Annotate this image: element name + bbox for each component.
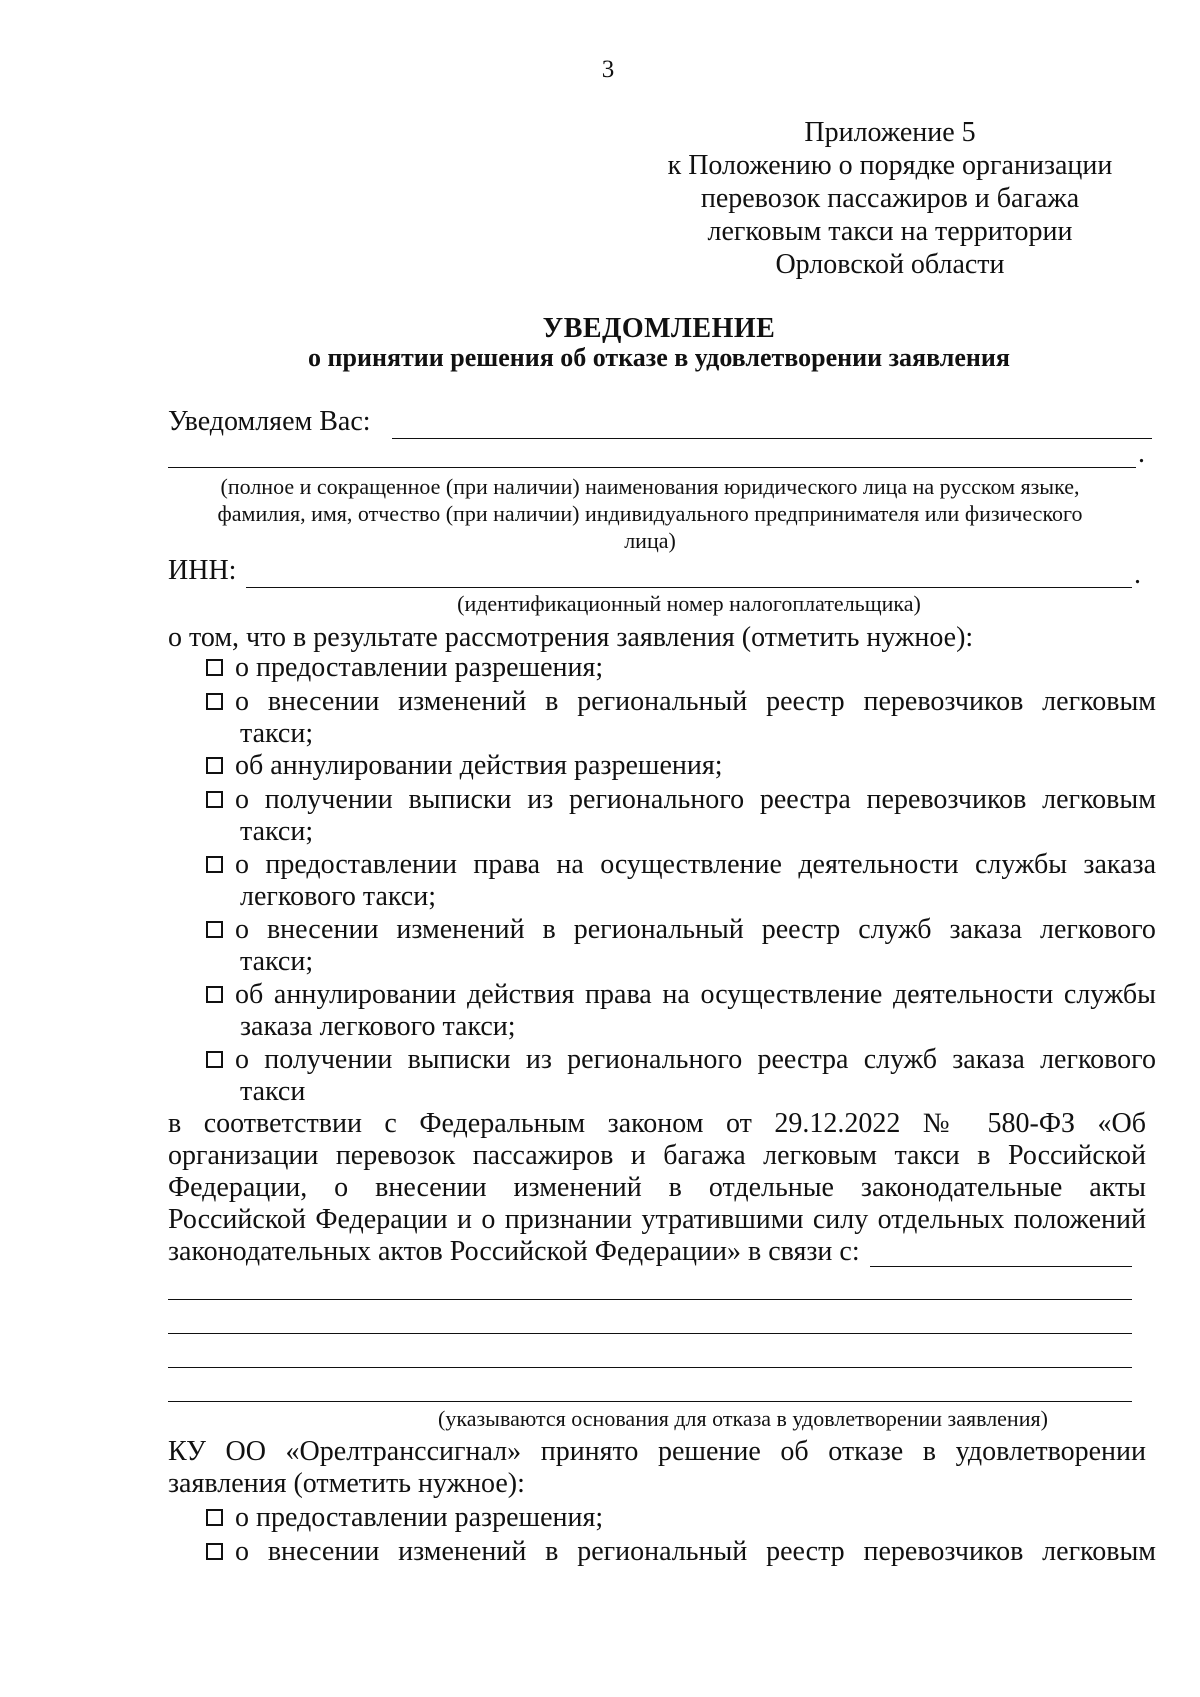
checklist-word: в bbox=[542, 914, 556, 945]
checklist-word: из bbox=[527, 784, 554, 815]
checklist-word: легковым bbox=[1042, 1536, 1156, 1567]
reason-line[interactable] bbox=[168, 1299, 1132, 1300]
checklist-word: реестра bbox=[759, 784, 851, 815]
checklist-word: легкового bbox=[1040, 1044, 1156, 1075]
checklist-item bbox=[206, 686, 1156, 750]
checklist-word: аннулировании bbox=[273, 979, 457, 1010]
annex-line: Орловской области bbox=[775, 249, 1005, 280]
checklist-word: о bbox=[235, 784, 249, 815]
checklist-word: деятельности bbox=[798, 849, 959, 880]
annex-line: перевозок пассажиров и багажа bbox=[700, 183, 1080, 214]
checklist-label: о предоставлении разрешения; bbox=[235, 1502, 604, 1533]
checklist-word: регионального bbox=[569, 784, 745, 815]
checklist-word: служб bbox=[863, 1044, 937, 1075]
checklist-word: осуществление bbox=[700, 979, 883, 1010]
checkbox[interactable] bbox=[206, 757, 223, 774]
checklist-label: о предоставлении разрешения; bbox=[235, 652, 604, 683]
checklist-label-cont: заказа легкового такси; bbox=[240, 1011, 516, 1042]
checkbox[interactable] bbox=[206, 791, 223, 808]
checklist-word: заказа bbox=[949, 914, 1023, 945]
checklist-word: о bbox=[235, 686, 249, 717]
checklist-word: на bbox=[662, 979, 690, 1010]
page-number: 3 bbox=[601, 56, 615, 83]
intro-text: о том, что в результате рассмотрения заявления (отметить нужное): bbox=[168, 622, 974, 653]
checklist-word: реестр bbox=[761, 914, 841, 945]
name-hint bbox=[140, 473, 1160, 554]
checklist-word: реестра bbox=[757, 1044, 849, 1075]
annex-line: к Положению о порядке организации bbox=[667, 150, 1113, 181]
checklist-word: заказа bbox=[952, 1044, 1025, 1075]
checklist-word: изменений bbox=[396, 914, 525, 945]
inn-line[interactable] bbox=[246, 587, 1132, 588]
checklist-label-cont: такси; bbox=[240, 946, 314, 977]
checklist-word: предоставлении bbox=[265, 849, 457, 880]
checklist-word: на bbox=[556, 849, 584, 880]
checklist-word: перевозчиков bbox=[863, 1536, 1024, 1567]
checklist-word: о bbox=[235, 849, 249, 880]
checklist-item bbox=[206, 1502, 1156, 1534]
checklist-word: легкового bbox=[1040, 914, 1156, 945]
checklist-word: изменений bbox=[398, 686, 527, 717]
checklist-item bbox=[206, 914, 1156, 978]
checklist-word: легковым bbox=[1042, 686, 1156, 717]
checklist-word: легковым bbox=[1042, 784, 1156, 815]
checklist-word: в bbox=[545, 1536, 559, 1567]
checklist-word: службы bbox=[1063, 979, 1156, 1010]
checklist-word: внесении bbox=[267, 686, 380, 717]
decision-paragraph-line: заявления (отметить нужное): bbox=[168, 1468, 525, 1499]
line-end-dot: . bbox=[1134, 559, 1141, 590]
checklist-word: перевозчиков bbox=[866, 784, 1027, 815]
checklist-word: о bbox=[235, 1536, 249, 1567]
checkbox[interactable] bbox=[206, 693, 223, 710]
checklist-word: получении bbox=[264, 784, 393, 815]
checklist-label-cont: такси bbox=[240, 1076, 306, 1107]
checklist-item bbox=[206, 652, 1156, 684]
checklist-word: выписки bbox=[407, 1044, 511, 1075]
checklist-word: в bbox=[545, 686, 559, 717]
checkbox[interactable] bbox=[206, 921, 223, 938]
checklist-word: реестр bbox=[766, 1536, 845, 1567]
checklist-item bbox=[206, 1044, 1156, 1108]
checklist-word: реестр bbox=[766, 686, 845, 717]
checkbox[interactable] bbox=[206, 1051, 223, 1068]
checklist-word: получении bbox=[264, 1044, 393, 1075]
checklist-label-cont: такси; bbox=[240, 816, 314, 847]
checklist-item bbox=[206, 784, 1156, 848]
checklist-word: осуществление bbox=[600, 849, 782, 880]
checklist-word: действия bbox=[466, 979, 575, 1010]
checklist-word: изменений bbox=[398, 1536, 527, 1567]
checkbox[interactable] bbox=[206, 1509, 223, 1526]
checkbox[interactable] bbox=[206, 856, 223, 873]
checklist-label: об аннулировании действия разрешения; bbox=[235, 750, 723, 781]
law-paragraph-line: Российской Федерации и о признании утратившими силу отдельных положений bbox=[168, 1204, 1146, 1235]
document-subtitle: о принятии решения об отказе в удовлетворении заявления bbox=[308, 343, 1010, 372]
checklist-word: права bbox=[585, 979, 652, 1010]
checklist-word: внесении bbox=[267, 1536, 380, 1567]
checklist-word: права bbox=[473, 849, 541, 880]
law-paragraph-line: в соответствии с Федеральным законом от 29.12.2022 № 580-ФЗ «Об bbox=[168, 1108, 1146, 1139]
checklist-word: регионального bbox=[567, 1044, 743, 1075]
hint-line: (полное и сокращенное (при наличии) наименования юридического лица на русском языке, bbox=[220, 474, 1080, 499]
checklist-word: об bbox=[235, 979, 264, 1010]
checklist-word: деятельности bbox=[892, 979, 1054, 1010]
annex-reference bbox=[630, 116, 1150, 281]
recipient-line-2[interactable] bbox=[168, 467, 1136, 468]
checkbox[interactable] bbox=[206, 1543, 223, 1560]
checklist-word: о bbox=[235, 1044, 249, 1075]
hint-line: лица) bbox=[624, 528, 676, 553]
checklist-word: региональный bbox=[573, 914, 744, 945]
checklist-word: службы bbox=[974, 849, 1068, 880]
checklist-word: служб bbox=[858, 914, 932, 945]
law-paragraph-line: организации перевозок пассажиров и багажа легковым такси в Российской bbox=[168, 1140, 1146, 1171]
reason-line[interactable] bbox=[168, 1401, 1132, 1402]
notify-label: Уведомляем Вас: bbox=[168, 406, 371, 437]
checklist-word: о bbox=[235, 914, 249, 945]
checklist-word: из bbox=[525, 1044, 552, 1075]
document-title: УВЕДОМЛЕНИЕ bbox=[542, 313, 776, 344]
checkbox[interactable] bbox=[206, 986, 223, 1003]
checklist-label-cont: такси; bbox=[240, 718, 314, 749]
checklist-word: перевозчиков bbox=[863, 686, 1024, 717]
checklist-word: региональный bbox=[577, 1536, 748, 1567]
checklist-word: региональный bbox=[577, 686, 748, 717]
checklist-item bbox=[206, 979, 1156, 1043]
checklist-label-cont: легкового такси; bbox=[240, 881, 436, 912]
annex-line: Приложение 5 bbox=[804, 117, 976, 148]
reason-line[interactable] bbox=[168, 1333, 1132, 1334]
reason-line-inline[interactable] bbox=[870, 1266, 1132, 1267]
decision-paragraph-line: КУ ОО «Орелтранссигнал» принято решение об отказе в удовлетворении bbox=[168, 1436, 1146, 1467]
hint-line: фамилия, имя, отчество (при наличии) индивидуального предпринимателя или физического bbox=[217, 501, 1083, 526]
checklist-item bbox=[206, 1536, 1156, 1568]
law-paragraph-last-line: законодательных актов Российской Федерации» в связи с: bbox=[168, 1236, 860, 1267]
inn-hint: (идентификационный номер налогоплательщика) bbox=[457, 591, 921, 616]
checklist-item bbox=[206, 750, 1156, 782]
law-paragraph-line: Федерации, о внесении изменений в отдельные законодательные акты bbox=[168, 1172, 1146, 1203]
checklist-word: выписки bbox=[408, 784, 512, 815]
inn-label: ИНН: bbox=[168, 555, 237, 586]
line-end-dot: . bbox=[1138, 438, 1145, 469]
recipient-line-1[interactable] bbox=[392, 438, 1152, 439]
checklist-word: внесении bbox=[266, 914, 379, 945]
reason-hint: (указываются основания для отказа в удовлетворении заявления) bbox=[438, 1406, 1048, 1431]
annex-line: легковым такси на территории bbox=[707, 216, 1073, 247]
checkbox[interactable] bbox=[206, 659, 223, 676]
checklist-item bbox=[206, 849, 1156, 913]
checklist-word: заказа bbox=[1083, 849, 1156, 880]
reason-line[interactable] bbox=[168, 1367, 1132, 1368]
